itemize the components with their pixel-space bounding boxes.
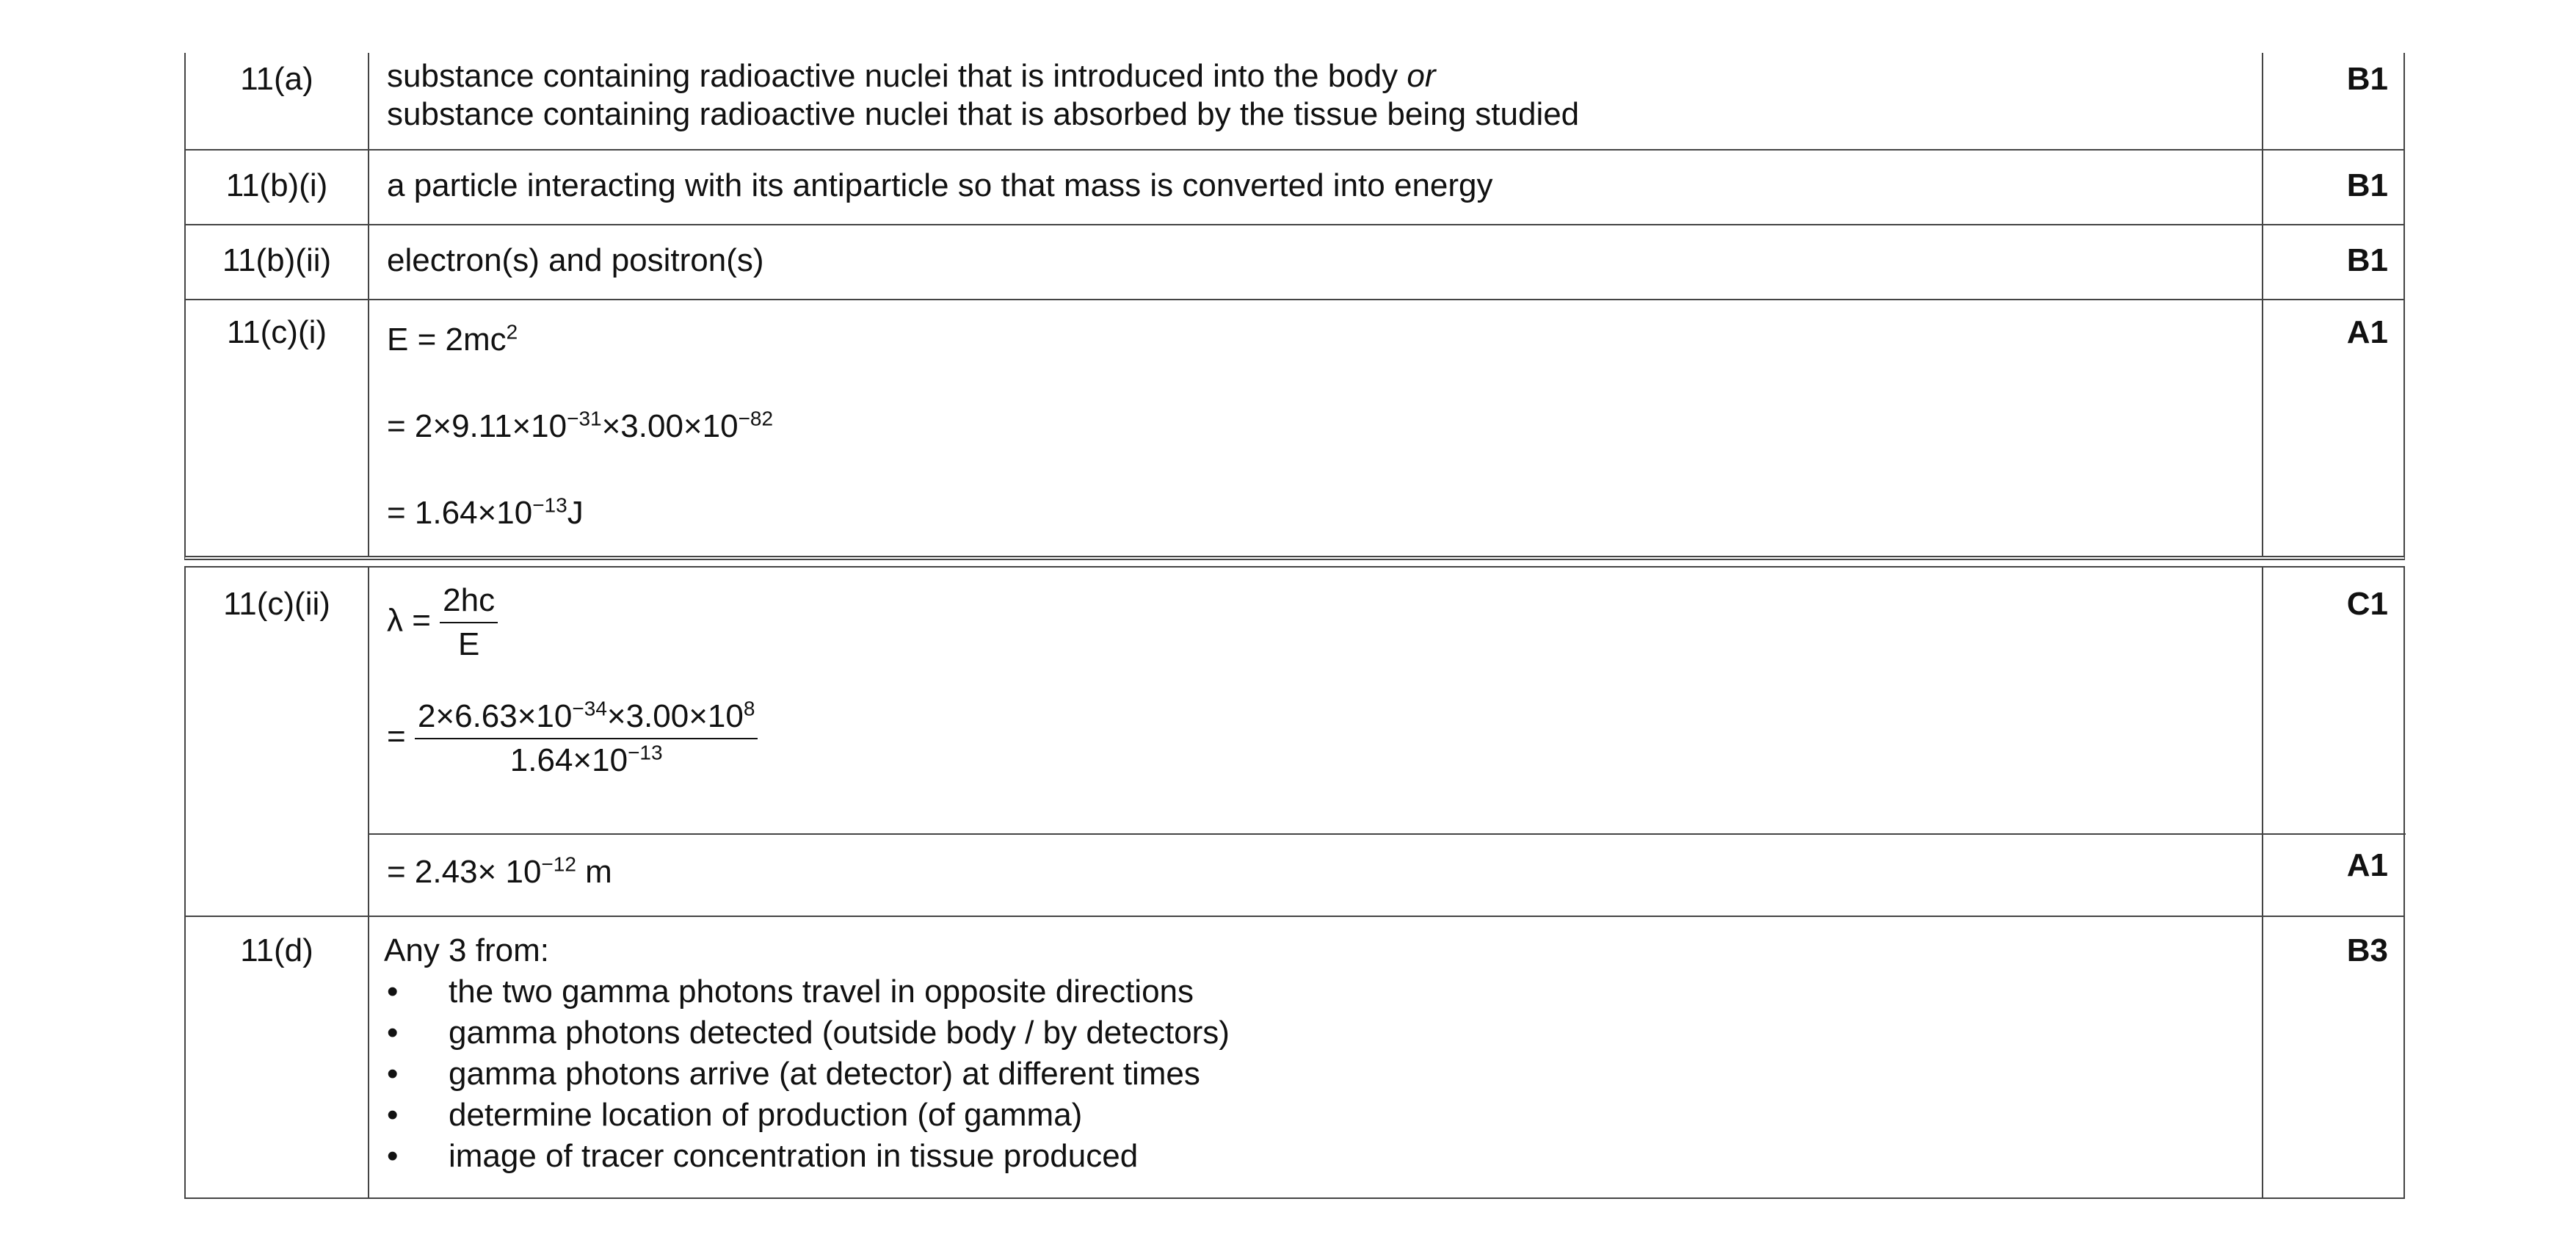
question-number: 11(b)(i): [186, 151, 369, 224]
table-row: [184, 225, 2405, 300]
wavelength-result: = $2.43\times 10^{-12}$ m: [387, 852, 612, 890]
answer-text: a particle interacting with its antiparticle so that mass is converted into energy: [387, 167, 1493, 203]
answer-intro: Any 3 from:: [384, 932, 549, 968]
bullet-icon: •: [387, 1015, 399, 1051]
list-item: • gamma photons detected (outside body / by detectors): [384, 1012, 2262, 1054]
question-number: 11(a): [186, 53, 369, 149]
mark-cell: B1: [2346, 242, 2388, 278]
energy-substitution: = $2\times 9.11\times 10^{-31}\times 3.00\times 10^{-82}$: [387, 407, 774, 444]
mark-cell: B3: [2346, 932, 2388, 968]
fraction: $\frac{2\times 6.63\times 10^{-34}\times 3.00\times 10^8}{1.64\times 10^{-13}}$: [415, 698, 758, 779]
table-row: [184, 300, 2405, 560]
question-number: 11(c)(i): [186, 300, 369, 556]
mark-cell: A1: [2346, 314, 2388, 350]
mark-cell: B1: [2346, 61, 2388, 97]
list-item: • determine location of production (of gamma): [384, 1095, 2262, 1136]
answer-cell: [369, 917, 2263, 1197]
answer-text: substance containing radioactive nuclei that is introduced into the body: [387, 58, 1407, 94]
answer-cell: [369, 151, 2263, 224]
bullet-icon: •: [387, 1138, 399, 1174]
or-italic: or: [1407, 58, 1436, 94]
wavelength-equation: λ = $\frac{2hc}{E}$: [387, 582, 2262, 663]
mark-cell: C1 A1: [2346, 586, 2388, 883]
answer-text: substance containing radioactive nuclei that is absorbed by the tissue being studied: [387, 96, 1580, 132]
table-row: [184, 151, 2405, 225]
answer-cell: [369, 53, 2263, 149]
bullet-icon: •: [387, 974, 399, 1010]
fraction: $\frac{2hc}{E}$: [440, 582, 498, 663]
question-number: 11(d): [186, 917, 369, 1197]
list-item: • image of tracer concentration in tissue produced: [384, 1136, 2262, 1177]
mark-cell: B1: [2346, 167, 2388, 203]
answer-cell: [369, 568, 2263, 916]
answer-cell: [369, 225, 2263, 299]
bullet-icon: •: [387, 1056, 399, 1092]
wavelength-substitution: = $\frac{2\times 6.63\times 10^{-34}\times 3.00\times 10^8}{1.64\times 10^{-13}}$: [387, 698, 2262, 779]
energy-equation: $E = 2mc^2$: [387, 320, 518, 358]
table-row: [184, 53, 2405, 151]
bullet-icon: •: [387, 1097, 399, 1133]
bullet-list: [384, 971, 2262, 1177]
row-divider: [369, 833, 2406, 835]
energy-result: = $1.64\times 10^{-13}J$: [387, 493, 584, 531]
table-row: [184, 566, 2405, 917]
question-number: 11(c)(ii): [186, 568, 369, 916]
question-number: 11(b)(ii): [186, 225, 369, 299]
list-item: • gamma photons arrive (at detector) at different times: [384, 1054, 2262, 1095]
list-item: • the two gamma photons travel in opposite directions: [384, 971, 2262, 1012]
answer-text: electron(s) and positron(s): [387, 242, 764, 278]
mark-scheme-table: [184, 53, 2405, 1199]
answer-cell: [369, 300, 2263, 556]
table-row: [184, 917, 2405, 1199]
